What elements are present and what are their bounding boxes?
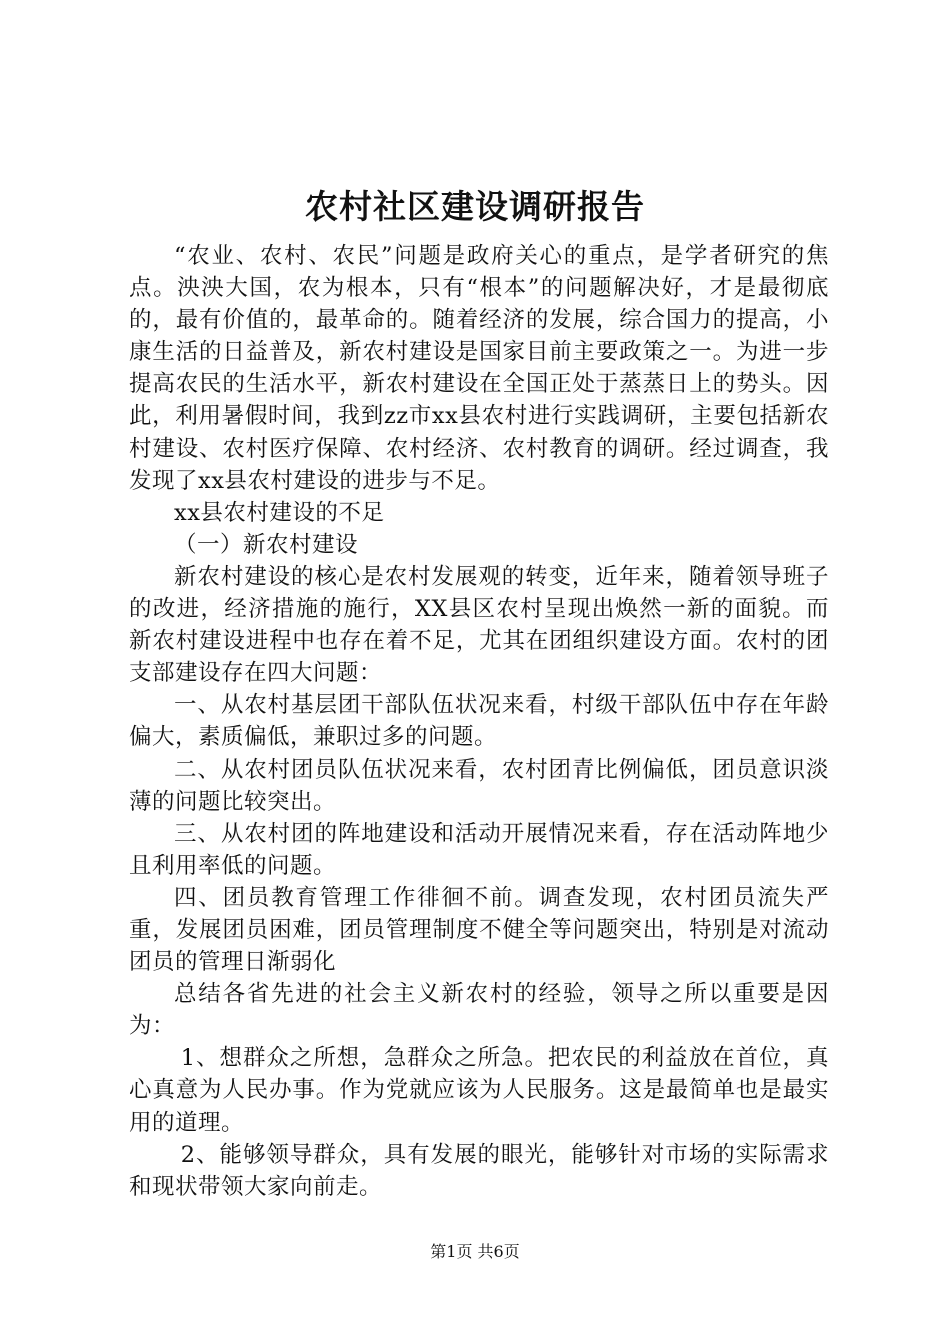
paragraph-problem-3: 三、从农村团的阵地建设和活动开展情况来看，存在活动阵地少且利用率低的问题。 [129,820,829,879]
paragraph-problem-4: 四、团员教育管理工作徘徊不前。调查发现，农村团员流失严重，发展团员困难，团员管理制度不健全等问题突出，特别是对流动团员的管理日渐弱化 [129,884,829,976]
paragraph-point-2: 2、能够领导群众，具有发展的眼光，能够针对市场的实际需求和现状带领大家向前走。 [129,1141,829,1200]
paragraph-summary: 总结各省先进的社会主义新农村的经验，领导之所以重要是因为： [129,981,829,1040]
document-title: 农村社区建设调研报告 [305,187,645,226]
paragraph-point-1: 1、想群众之所想，急群众之所急。把农民的利益放在首位，真心真意为人民办事。作为党就应该为人民服务。这是最简单也是最实用的道理。 [129,1045,829,1136]
paragraph-problem-2: 二、从农村团员队伍状况来看，农村团青比例偏低，团员意识淡薄的问题比较突出。 [129,756,829,815]
paragraph-problem-1: 一、从农村基层团干部队伍状况来看，村级干部队伍中存在年龄偏大，素质偏低，兼职过多的问题。 [129,692,829,751]
paragraph-intro: “农业、农村、农民”问题是政府关心的重点，是学者研究的焦点。泱泱大国，农为根本，只有“根本”的问题解决好，才是最彻底的，最有价值的，最革命的。随着经济的发展，综合国力的提高，小康生活的日益普及，新农村建设是国家目前主要政策之一。为进一步提高农民的生活水平，新农村建设在全国正处于蒸蒸日上的势头。因此，利用暑假时间，我到zz市xx县农村进行实践调研，主要包括新农村建设、农村医疗保障、农村经济、农村教育的调研。经过调查，我发现了xx县农村建设的进步与不足。 [129,243,829,494]
paragraph-new-rural-construction: 新农村建设的核心是农村发展观的转变，近年来，随着领导班子的改进，经济措施的施行，XX县区农村呈现出焕然一新的面貌。而新农村建设进程中也存在着不足，尤其在团组织建设方面。农村的团支部建设存在四大问题： [129,563,829,687]
document-body [129,240,829,1203]
paragraph-subsection-heading: （一）新农村建设 [174,531,359,558]
paragraph-section-heading: xx县农村建设的不足 [174,499,385,526]
page-footer: 第1页 共6页 [430,1242,520,1261]
